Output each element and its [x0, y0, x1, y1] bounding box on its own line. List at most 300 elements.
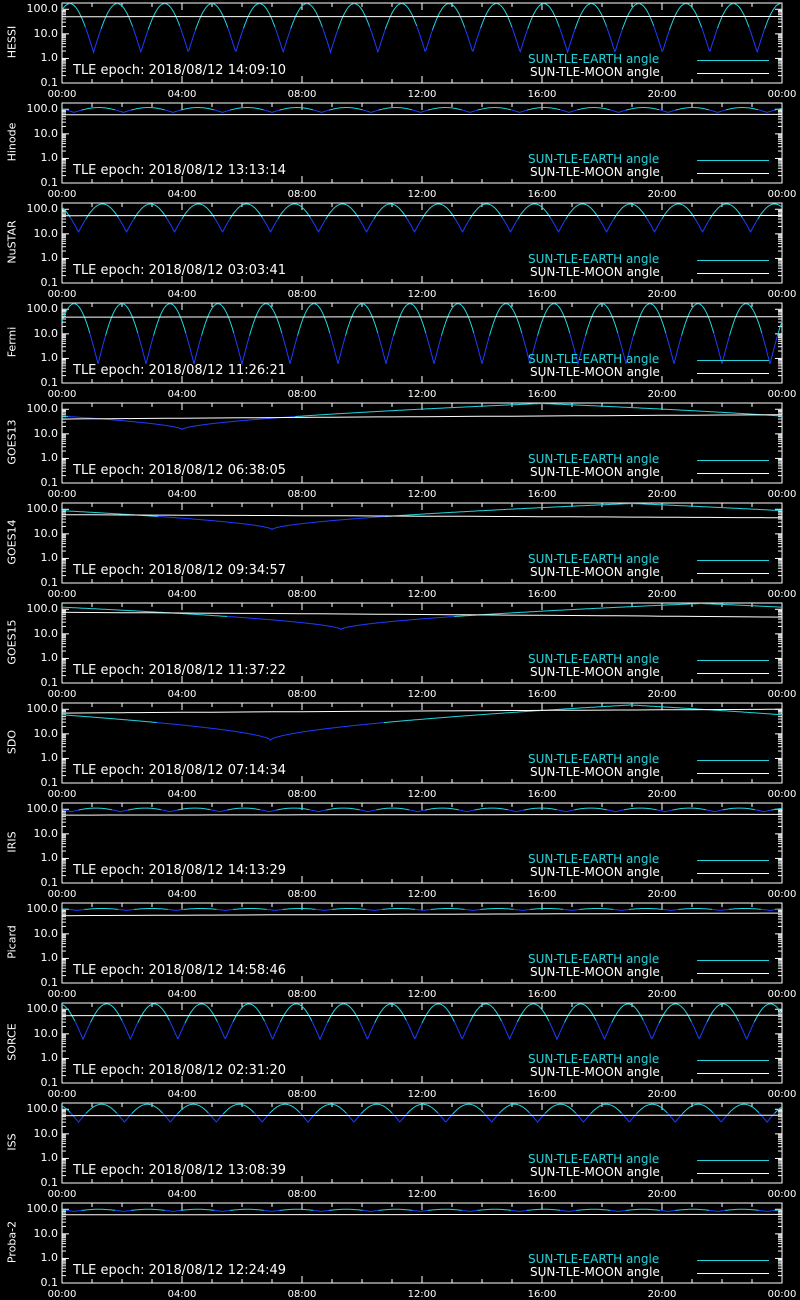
- earth-angle-line: [234, 333, 250, 364]
- earth-angle-line: [709, 110, 726, 112]
- legend-earth-label: SUN-TLE-EARTH angle: [528, 1252, 660, 1266]
- y-tick-label: 0.1: [40, 476, 58, 489]
- x-tick-label: 00:00: [47, 1189, 77, 1200]
- earth-angle-line: [233, 1004, 265, 1022]
- earth-angle-line: [262, 218, 278, 232]
- earth-angle-line: [322, 27, 338, 52]
- plot-panel-proba-2: [0, 1200, 800, 1300]
- earth-angle-line: [512, 27, 528, 51]
- plot-area: [0, 900, 800, 1000]
- earth-angle-line: [332, 909, 366, 910]
- satellite-name: NuSTAR: [5, 220, 19, 264]
- earth-angle-line: [484, 1113, 500, 1122]
- y-tick-label: 10.0: [33, 426, 58, 440]
- tle-epoch-label: TLE epoch: 2018/08/12 09:34:57: [73, 563, 287, 578]
- earth-angle-line: [90, 333, 106, 364]
- legend-moon-label: SUN-TLE-MOON angle: [530, 765, 660, 779]
- earth-angle-line: [228, 28, 244, 52]
- earth-angle-line: [634, 304, 666, 336]
- earth-angle-line: [326, 204, 358, 219]
- x-tick-label: 16:00: [527, 789, 557, 800]
- x-tick-label: 08:00: [287, 889, 317, 900]
- legend-moon-label: SUN-TLE-MOON angle: [530, 865, 660, 879]
- earth-angle-line: [227, 617, 454, 630]
- legend-moon-line: [697, 873, 769, 874]
- earth-angle-line: [454, 1022, 470, 1039]
- earth-angle-line: [169, 1020, 185, 1038]
- earth-angle-line: [214, 1210, 230, 1211]
- legend-earth-label: SUN-TLE-EARTH angle: [528, 852, 660, 866]
- earth-angle-line: [453, 1104, 484, 1114]
- x-tick-label: 00:00: [47, 989, 77, 1000]
- y-tick-label: 0.1: [40, 1076, 58, 1089]
- earth-angle-line: [128, 808, 161, 810]
- earth-angle-line: [646, 218, 662, 232]
- x-tick-label: 16:00: [527, 189, 557, 200]
- y-tick-label: 10.0: [33, 726, 58, 740]
- y-tick-label: 1.0: [40, 851, 58, 865]
- legend-earth-label: SUN-TLE-EARTH angle: [528, 752, 660, 766]
- earth-angle-line: [182, 204, 214, 219]
- x-tick-label: 20:00: [647, 1289, 677, 1300]
- earth-angle-line: [70, 1113, 86, 1123]
- earth-angle-line: [278, 204, 310, 219]
- y-tick-label: 10.0: [33, 226, 58, 240]
- x-tick-label: 20:00: [647, 989, 677, 1000]
- earth-angle-line: [577, 1209, 611, 1210]
- earth-angle-line: [723, 808, 755, 810]
- earth-angle-line: [91, 1004, 123, 1023]
- earth-angle-line: [667, 1113, 682, 1122]
- x-tick-label: 00:00: [767, 589, 797, 600]
- earth-angle-line: [313, 1210, 329, 1211]
- y-tick-label: 10.0: [33, 1226, 58, 1240]
- earth-angle-line: [378, 333, 394, 364]
- x-tick-label: 16:00: [527, 889, 557, 900]
- legend-earth-label: SUN-TLE-EARTH angle: [528, 52, 660, 66]
- earth-angle-line: [417, 26, 433, 51]
- earth-angle-line: [666, 333, 682, 364]
- earth-angle-line: [454, 218, 470, 232]
- plot-panel-fermi: [0, 300, 800, 400]
- y-tick-label: 1.0: [40, 751, 58, 765]
- legend-moon-line: [697, 1273, 769, 1274]
- legend-earth-line: [697, 460, 769, 461]
- earth-angle-line: [394, 304, 426, 336]
- earth-angle-line: [86, 1104, 117, 1113]
- earth-angle-line: [425, 808, 459, 810]
- x-tick-label: 00:00: [47, 189, 77, 200]
- y-tick-label: 100.0: [26, 1102, 58, 1116]
- y-tick-label: 0.1: [40, 276, 58, 289]
- earth-angle-line: [739, 1021, 755, 1039]
- earth-angle-line: [607, 27, 623, 52]
- y-tick-label: 0.1: [40, 376, 58, 389]
- earth-angle-line: [559, 27, 575, 52]
- earth-angle-line: [163, 1113, 178, 1122]
- earth-angle-line: [415, 909, 431, 910]
- x-tick-label: 04:00: [167, 289, 197, 300]
- earth-angle-line: [610, 110, 626, 112]
- y-tick-label: 10.0: [33, 526, 58, 540]
- earth-angle-line: [310, 218, 326, 232]
- earth-angle-line: [475, 808, 509, 810]
- x-tick-label: 08:00: [287, 89, 317, 100]
- y-tick-label: 1.0: [40, 451, 58, 465]
- x-tick-label: 12:00: [407, 1289, 437, 1300]
- x-tick-label: 20:00: [647, 189, 677, 200]
- x-tick-label: 08:00: [287, 489, 317, 500]
- x-tick-label: 08:00: [287, 389, 317, 400]
- satellite-name: HESSI: [5, 25, 19, 59]
- legend-moon-line: [697, 573, 769, 574]
- earth-angle-line: [514, 909, 531, 910]
- earth-angle-line: [70, 218, 86, 232]
- x-tick-label: 04:00: [167, 889, 197, 900]
- x-tick-label: 04:00: [167, 789, 197, 800]
- earth-angle-line: [718, 4, 750, 29]
- earth-angle-line: [565, 1004, 597, 1023]
- y-tick-label: 0.1: [40, 76, 58, 89]
- x-tick-label: 00:00: [767, 889, 797, 900]
- x-tick-label: 12:00: [407, 189, 437, 200]
- y-tick-label: 1.0: [40, 1251, 58, 1265]
- legend-moon-line: [697, 473, 769, 474]
- earth-angle-line: [370, 27, 386, 52]
- earth-angle-line: [560, 110, 577, 113]
- earth-angle-line: [360, 810, 377, 812]
- earth-angle-line: [761, 909, 778, 910]
- earth-angle-line: [374, 204, 406, 219]
- earth-angle-line: [663, 909, 679, 910]
- earth-angle-line: [679, 909, 713, 910]
- x-tick-label: 04:00: [167, 189, 197, 200]
- earth-angle-line: [62, 909, 69, 910]
- earth-angle-line: [62, 607, 227, 616]
- earth-angle-line: [227, 808, 260, 810]
- earth-angle-line: [316, 1104, 347, 1113]
- earth-angle-line: [280, 1004, 312, 1022]
- y-tick-label: 100.0: [26, 202, 58, 216]
- x-tick-label: 16:00: [527, 589, 557, 600]
- earth-angle-line: [560, 1210, 577, 1211]
- legend-earth-line: [697, 760, 769, 761]
- earth-angle-line: [282, 333, 298, 364]
- earth-angle-line: [165, 1210, 181, 1211]
- earth-angle-line: [654, 26, 670, 51]
- x-tick-label: 00:00: [47, 489, 77, 500]
- plot-area: [0, 200, 800, 300]
- x-tick-label: 00:00: [767, 789, 797, 800]
- x-tick-label: 08:00: [287, 189, 317, 200]
- earth-angle-line: [662, 204, 694, 219]
- earth-angle-line: [329, 108, 363, 111]
- x-tick-label: 20:00: [647, 689, 677, 700]
- earth-angle-line: [659, 110, 676, 113]
- x-tick-label: 04:00: [167, 1089, 197, 1100]
- plot-panel-sorce: [0, 1000, 800, 1100]
- earth-angle-line: [233, 909, 267, 910]
- earth-angle-line: [629, 909, 663, 910]
- legend-moon-line: [697, 773, 769, 774]
- legend-earth-label: SUN-TLE-EARTH angle: [528, 552, 660, 566]
- earth-angle-line: [277, 808, 310, 810]
- earth-angle-line: [726, 108, 758, 110]
- plot-panel-goes15: [0, 600, 800, 700]
- earth-angle-line: [62, 304, 90, 333]
- earth-angle-line: [626, 1209, 660, 1210]
- plot-area: [0, 300, 800, 400]
- earth-angle-line: [702, 28, 718, 52]
- legend-earth-label: SUN-TLE-EARTH angle: [528, 652, 660, 666]
- tle-epoch-label: TLE epoch: 2018/08/12 07:14:34: [73, 763, 287, 778]
- earth-angle-line: [442, 304, 474, 336]
- earth-angle-line: [643, 1020, 659, 1038]
- y-tick-label: 0.1: [40, 1276, 58, 1289]
- earth-angle-line: [659, 1004, 691, 1023]
- y-tick-label: 10.0: [33, 1026, 58, 1040]
- earth-angle-line: [614, 204, 646, 219]
- x-tick-label: 08:00: [287, 989, 317, 1000]
- earth-angle-line: [502, 218, 518, 232]
- earth-angle-line: [517, 1004, 549, 1022]
- x-tick-label: 00:00: [767, 389, 797, 400]
- earth-angle-line: [580, 909, 614, 910]
- earth-angle-line: [459, 810, 475, 812]
- plot-panel-iss: [0, 1100, 800, 1200]
- earth-angle-line: [168, 909, 184, 910]
- earth-angle-line: [85, 27, 101, 52]
- earth-angle-line: [211, 810, 228, 812]
- earth-angle-line: [462, 1210, 478, 1211]
- earth-angle-line: [682, 1104, 713, 1114]
- y-tick-label: 0.1: [40, 1176, 58, 1189]
- earth-angle-line: [406, 1020, 422, 1038]
- x-tick-label: 20:00: [647, 89, 677, 100]
- legend-moon-label: SUN-TLE-MOON angle: [530, 1265, 660, 1279]
- legend-moon-label: SUN-TLE-MOON angle: [530, 965, 660, 979]
- legend-earth-line: [697, 1060, 769, 1061]
- earth-angle-line: [75, 1021, 91, 1039]
- earth-angle-line: [511, 110, 527, 112]
- satellite-name: IRIS: [5, 831, 19, 853]
- earth-angle-line: [181, 108, 215, 111]
- earth-angle-line: [622, 1113, 637, 1122]
- earth-angle-line: [230, 204, 262, 219]
- earth-angle-line: [117, 1113, 132, 1122]
- earth-angle-line: [265, 1021, 281, 1039]
- earth-angle-line: [112, 810, 128, 812]
- earth-angle-line: [610, 1210, 626, 1211]
- y-tick-label: 100.0: [26, 2, 58, 16]
- legend-moon-label: SUN-TLE-MOON angle: [530, 65, 660, 79]
- earth-angle-line: [376, 808, 409, 810]
- legend-moon-label: SUN-TLE-MOON angle: [530, 1165, 660, 1179]
- earth-angle-line: [428, 1209, 462, 1210]
- legend-earth-line: [697, 960, 769, 961]
- x-tick-label: 00:00: [767, 489, 797, 500]
- earth-angle-line: [691, 1022, 707, 1039]
- earth-angle-line: [358, 218, 374, 232]
- earth-angle-line: [511, 1210, 527, 1211]
- earth-angle-line: [598, 218, 614, 232]
- earth-angle-line: [527, 108, 560, 111]
- plot-area: [0, 700, 800, 800]
- legend-moon-label: SUN-TLE-MOON angle: [530, 165, 660, 179]
- y-tick-label: 100.0: [26, 702, 58, 716]
- earth-angle-line: [462, 110, 478, 112]
- x-tick-label: 12:00: [407, 589, 437, 600]
- earth-angle-line: [758, 110, 775, 113]
- earth-angle-line: [406, 218, 422, 232]
- earth-angle-line: [499, 1104, 529, 1113]
- earth-angle-line: [295, 404, 782, 417]
- earth-angle-line: [557, 810, 574, 812]
- earth-angle-line: [217, 909, 234, 910]
- earth-angle-line: [586, 304, 618, 336]
- x-tick-label: 04:00: [167, 1289, 197, 1300]
- earth-angle-line: [122, 1021, 138, 1039]
- y-tick-label: 1.0: [40, 51, 58, 65]
- earth-angle-line: [267, 909, 283, 910]
- earth-angle-line: [312, 1021, 328, 1039]
- x-tick-label: 12:00: [407, 889, 437, 900]
- satellite-name: SORCE: [5, 1023, 19, 1061]
- earth-angle-line: [379, 108, 413, 111]
- x-tick-label: 12:00: [407, 389, 437, 400]
- x-tick-label: 00:00: [767, 1289, 797, 1300]
- x-tick-label: 12:00: [407, 789, 437, 800]
- earth-angle-line: [549, 1021, 565, 1039]
- earth-angle-line: [709, 1210, 725, 1211]
- x-tick-label: 04:00: [167, 589, 197, 600]
- legend-moon-line: [697, 973, 769, 974]
- x-tick-label: 16:00: [527, 389, 557, 400]
- legend-moon-line: [697, 73, 769, 74]
- earth-angle-line: [260, 810, 277, 812]
- satellite-name: SDO: [5, 729, 19, 755]
- earth-angle-line: [490, 304, 522, 336]
- x-tick-label: 16:00: [527, 1289, 557, 1300]
- x-tick-label: 08:00: [287, 789, 317, 800]
- legend-moon-line: [697, 173, 769, 174]
- plot-panel-goes13: [0, 400, 800, 500]
- legend-earth-line: [697, 360, 769, 361]
- earth-angle-line: [62, 4, 85, 27]
- earth-angle-line: [346, 304, 378, 336]
- plot-panel-hessi: [0, 0, 800, 100]
- x-tick-label: 12:00: [407, 289, 437, 300]
- earth-angle-line: [346, 1113, 361, 1122]
- moon-angle-line: [62, 814, 782, 815]
- legend-moon-label: SUN-TLE-MOON angle: [530, 465, 660, 479]
- tle-epoch-label: TLE epoch: 2018/08/12 13:13:14: [73, 163, 287, 178]
- y-tick-label: 10.0: [33, 1126, 58, 1140]
- earth-angle-line: [673, 808, 707, 810]
- earth-angle-line: [428, 108, 462, 111]
- earth-angle-line: [133, 27, 149, 52]
- plot-area: [0, 1200, 800, 1300]
- y-tick-label: 0.1: [40, 876, 58, 889]
- earth-angle-line: [431, 909, 465, 910]
- legend-earth-label: SUN-TLE-EARTH angle: [528, 352, 660, 366]
- earth-angle-line: [138, 1004, 170, 1023]
- legend-moon-label: SUN-TLE-MOON angle: [530, 365, 660, 379]
- earth-angle-line: [134, 909, 168, 910]
- earth-angle-line: [66, 110, 82, 112]
- y-tick-label: 1.0: [40, 1051, 58, 1065]
- tle-epoch-label: TLE epoch: 2018/08/12 12:24:49: [73, 1263, 287, 1278]
- x-tick-label: 16:00: [527, 989, 557, 1000]
- earth-angle-line: [502, 1021, 518, 1039]
- earth-angle-line: [508, 810, 524, 812]
- satellite-name: ISS: [5, 1133, 19, 1151]
- y-tick-label: 100.0: [26, 302, 58, 316]
- earth-angle-line: [132, 1104, 163, 1113]
- x-tick-label: 16:00: [527, 489, 557, 500]
- y-tick-label: 100.0: [26, 102, 58, 116]
- x-tick-label: 12:00: [407, 989, 437, 1000]
- earth-angle-line: [725, 1209, 759, 1210]
- earth-angle-line: [384, 705, 782, 723]
- earth-angle-line: [529, 1113, 545, 1123]
- earth-angle-line: [729, 909, 761, 910]
- earth-angle-line: [138, 333, 154, 364]
- earth-angle-line: [591, 1104, 622, 1113]
- legend-earth-line: [697, 1160, 769, 1161]
- y-tick-label: 1.0: [40, 151, 58, 165]
- y-tick-label: 1.0: [40, 951, 58, 965]
- x-tick-label: 00:00: [767, 689, 797, 700]
- earth-angle-line: [749, 27, 765, 51]
- earth-angle-line: [527, 1209, 560, 1210]
- earth-angle-line: [657, 810, 673, 812]
- x-tick-label: 16:00: [527, 89, 557, 100]
- x-tick-label: 00:00: [47, 589, 77, 600]
- x-tick-label: 00:00: [47, 789, 77, 800]
- earth-angle-line: [682, 304, 714, 336]
- earth-angle-line: [550, 218, 566, 232]
- x-tick-label: 08:00: [287, 1289, 317, 1300]
- y-tick-label: 0.1: [40, 576, 58, 589]
- legend-earth-line: [697, 1260, 769, 1261]
- y-tick-label: 100.0: [26, 1002, 58, 1016]
- earth-angle-line: [379, 1209, 413, 1210]
- earth-angle-line: [280, 108, 314, 111]
- earth-angle-line: [283, 909, 316, 910]
- earth-angle-line: [759, 1210, 775, 1211]
- earth-angle-line: [438, 1113, 453, 1122]
- earth-angle-line: [280, 1209, 314, 1210]
- x-tick-label: 20:00: [647, 389, 677, 400]
- x-tick-label: 20:00: [647, 889, 677, 900]
- earth-angle-line: [524, 808, 557, 810]
- x-tick-label: 16:00: [527, 289, 557, 300]
- x-tick-label: 20:00: [647, 589, 677, 600]
- x-tick-label: 20:00: [647, 289, 677, 300]
- earth-angle-line: [230, 108, 264, 111]
- x-tick-label: 04:00: [167, 89, 197, 100]
- earth-angle-line: [79, 808, 113, 810]
- earth-angle-line: [706, 810, 722, 812]
- tle-epoch-label: TLE epoch: 2018/08/12 13:08:39: [73, 1163, 287, 1178]
- x-tick-label: 00:00: [47, 289, 77, 300]
- x-tick-label: 12:00: [407, 1189, 437, 1200]
- moon-angle-line: [62, 612, 782, 617]
- x-tick-label: 12:00: [407, 1089, 437, 1100]
- x-tick-label: 00:00: [767, 1089, 797, 1100]
- earth-angle-line: [202, 304, 234, 336]
